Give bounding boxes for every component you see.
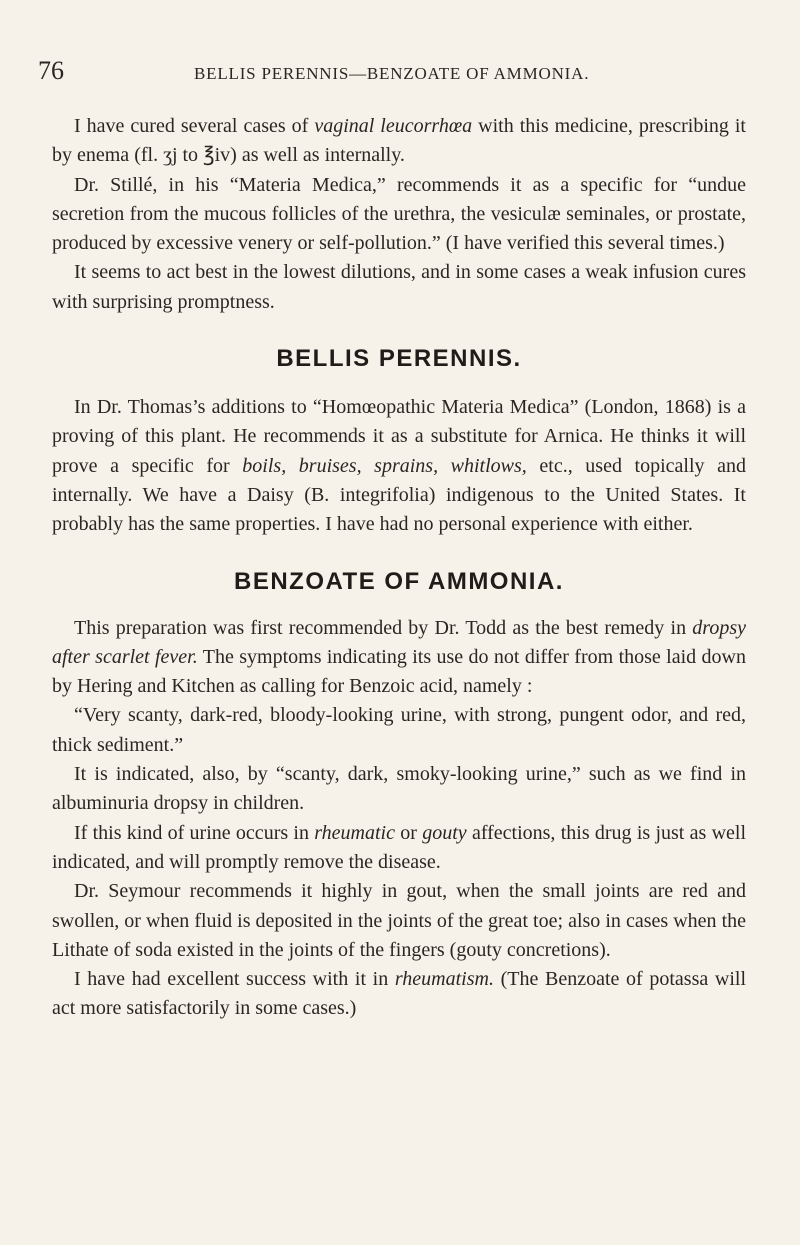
emphasis-text: rheumatic: [314, 821, 395, 844]
emphasis-text: dropsy after scarlet fever.: [52, 616, 746, 668]
paragraph-stille: Dr. Stillé, in his “Materia Medica,” recommends it as a specific for “undue secretion from the mucous follicles of the urethra, the vesiculæ seminales, or prostate, produced by excessive venery or self-pollution.” (I have verified this several times.): [52, 173, 746, 255]
paragraph-rheumatic-gouty: [52, 819, 746, 878]
emphasis-text: boils, bruises, sprains, whitlows,: [242, 454, 527, 477]
section-heading-bellis-perennis: BELLIS PERENNIS.: [276, 345, 522, 373]
text-run: or: [394, 821, 423, 844]
paragraph-vaginal-leucorrhoea: [52, 112, 746, 171]
quotation-symptoms: “Very scanty, dark-red, bloody-looking urine, with strong, pungent odor, and red, thick sediment.”: [52, 704, 746, 756]
paragraph-benzoate-intro: [52, 614, 746, 702]
body-text: [52, 112, 746, 1024]
text-run: This preparation was first recommended by Dr. Todd as the best remedy in: [74, 616, 693, 639]
text-run: If this kind of urine occurs in: [74, 821, 315, 844]
text-run: affections, this drug is just as well indicated, and will promptly remove the disease.: [52, 821, 746, 873]
emphasis-text: rheumatism.: [394, 968, 494, 991]
paragraph-rheumatism: [52, 965, 746, 1024]
running-title: BELLIS PERENNIS—BENZOATE OF AMMONIA.: [194, 64, 590, 83]
text-run: with this medicine, prescribing it by enema (fl. ʒj to ℥iv) as well as internally.: [52, 115, 746, 167]
text-run: (The Benzoate of potassa will act more satisfactorily in some cases.): [52, 968, 746, 1020]
page-number: 76: [38, 56, 64, 85]
emphasis-text: vaginal leucorrhœa: [314, 115, 473, 137]
paragraph-bellis: [52, 393, 746, 539]
text-run: I have cured several cases of: [74, 115, 315, 137]
paragraph-albuminuria: It is indicated, also, by “scanty, dark, smoky-looking urine,” such as we find in albuminuria dropsy in children.: [52, 763, 746, 815]
section-heading-benzoate-of-ammonia: BENZOATE OF AMMONIA.: [234, 567, 564, 595]
text-run: I have had excellent success with it in: [74, 968, 395, 991]
paragraph-seymour: Dr. Seymour recommends it highly in gout, when the small joints are red and swollen, or when fluid is deposited in the joints of the great toe; also in cases when the Lithate of soda existed in the joints of the fingers (gouty concretions).: [52, 880, 746, 961]
paragraph-dilutions: It seems to act best in the lowest dilutions, and in some cases a weak infusion cures with surprising promptness.: [52, 261, 746, 313]
emphasis-text: gouty: [422, 821, 467, 844]
text-run: The symptoms indicating its use do not differ from those laid down by Hering and Kitchen as calling for Benzoic acid, namely :: [52, 645, 746, 698]
running-head: [38, 56, 738, 90]
text-run: In Dr. Thomas’s additions to “Homœopathic Materia Medica” (London, 1868) is a proving of this plant. He recommends it as a substitute for Arnica. He thinks it will prove a specific for: [52, 396, 746, 477]
text-run: etc., used topically and internally. We have a Daisy (B. integrifolia) indigenous to the United States. It probably has the same properties. I have had no personal experience with either.: [52, 454, 746, 536]
